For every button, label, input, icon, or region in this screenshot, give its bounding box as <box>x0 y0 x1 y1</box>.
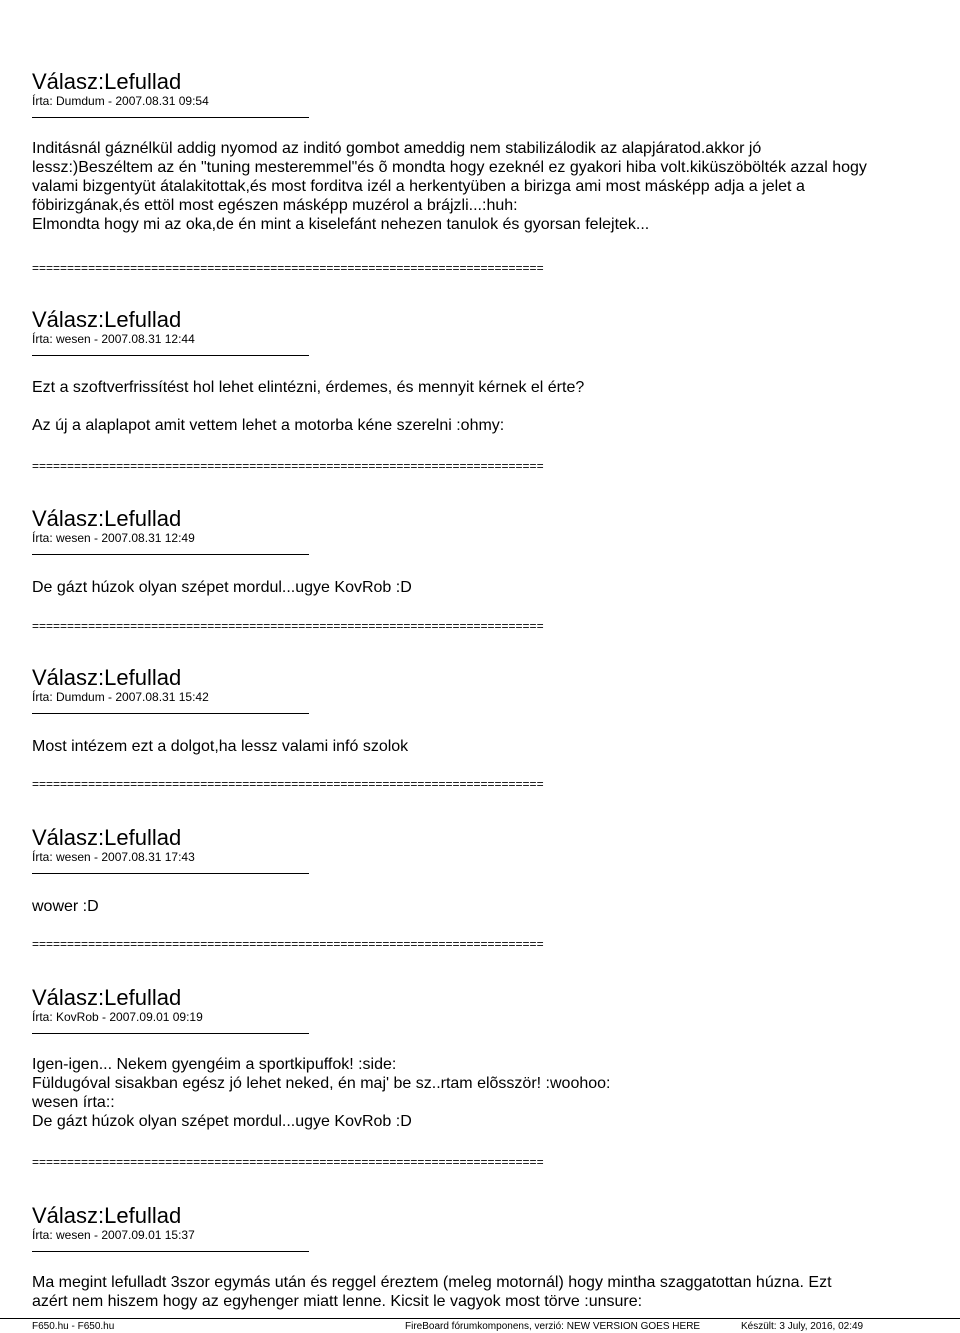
post-line: azért nem hiszem hogy az egyhenger miatt lenne. Kicsit le vagyok most törve :unsure: <box>32 1293 643 1310</box>
post-author: Írta: wesen - 2007.09.01 15:37 <box>32 1228 195 1242</box>
post-line: lessz:)Beszéltem az én "tuning mesteremmel"és õ mondta hogy ezeknél ez gyakori hiba volt.kiküszöbölték azzal hogy <box>32 159 867 176</box>
post-divider <box>32 1033 309 1034</box>
post-title: Válasz:Lefullad <box>32 307 182 332</box>
post-line: Igen-igen... Nekem gyengéim a sportkipuffok! :side: <box>32 1056 397 1073</box>
post-line: Elmondta hogy mi az oka,de én mint a kiselefánt nehezen tanulok és gyorsan felejtek... <box>32 216 650 233</box>
post-body <box>32 378 932 435</box>
post-line: Ezt a szoftverfrissítést hol lehet elintézni, érdemes, és mennyit kérnek el érte? <box>32 379 585 396</box>
post-body <box>32 1273 932 1311</box>
post-line: Az új a alaplapot amit vettem lehet a motorba kéne szerelni :ohmy: <box>32 417 505 434</box>
post-divider <box>32 554 309 555</box>
post-body <box>32 139 932 234</box>
post-1 <box>32 70 932 234</box>
post-body <box>32 1055 932 1131</box>
post-divider <box>32 117 309 118</box>
post-author: Írta: KovRob - 2007.09.01 09:19 <box>32 1010 203 1024</box>
post-2 <box>32 308 932 435</box>
post-body <box>32 737 932 756</box>
post-divider <box>32 873 309 874</box>
post-separator: ========================================================================= <box>32 619 544 633</box>
post-author: Írta: wesen - 2007.08.31 12:49 <box>32 531 195 545</box>
post-line: wower :D <box>32 898 99 915</box>
post-line: De gázt húzok olyan szépet mordul...ugye KovRob :D <box>32 579 412 596</box>
post-title: Válasz:Lefullad <box>32 825 182 850</box>
post-line: Füldugóval sisakban egész jó lehet neked, én maj' be sz..rtam elõsször! :woohoo: <box>32 1075 611 1092</box>
page-footer <box>0 1318 960 1333</box>
post-title: Válasz:Lefullad <box>32 1203 182 1228</box>
footer-site: F650.hu - F650.hu <box>32 1321 115 1332</box>
post-author: Írta: Dumdum - 2007.08.31 15:42 <box>32 690 209 704</box>
post-4 <box>32 666 932 756</box>
post-line: Most intézem ezt a dolgot,ha lessz valami infó szolok <box>32 738 409 755</box>
post-line: Ma megint lefulladt 3szor egymás után és reggel éreztem (meleg motornál) hogy mintha szaggatottan húzna. Ezt <box>32 1274 832 1291</box>
post-separator: ========================================================================= <box>32 1155 544 1169</box>
post-line: valami bizgentyüt átalakitottak,és most forditva izél a herkentyüben a birizga ami most másképp adja a jelet a <box>32 178 805 195</box>
post-line <box>32 397 932 416</box>
post-title: Válasz:Lefullad <box>32 69 182 94</box>
post-separator: ========================================================================= <box>32 261 544 275</box>
post-7 <box>32 1204 932 1311</box>
post-body <box>32 897 932 916</box>
post-3 <box>32 507 932 597</box>
post-6 <box>32 986 932 1131</box>
post-divider <box>32 713 309 714</box>
post-separator: ========================================================================= <box>32 459 544 473</box>
post-title: Válasz:Lefullad <box>32 665 182 690</box>
post-separator: ========================================================================= <box>32 777 544 791</box>
post-divider <box>32 1251 309 1252</box>
post-title: Válasz:Lefullad <box>32 506 182 531</box>
post-title: Válasz:Lefullad <box>32 985 182 1010</box>
post-line: Inditásnál gáznélkül addig nyomod az inditó gombot ameddig nem stabilizálodik az alapjáratod.akkor jó <box>32 140 762 157</box>
post-body <box>32 578 932 597</box>
post-line: föbirizgának,és ettöl most egészen másképp muzérol a brájzli...:huh: <box>32 197 518 214</box>
post-divider <box>32 355 309 356</box>
post-separator: ========================================================================= <box>32 937 544 951</box>
post-author: Írta: wesen - 2007.08.31 17:43 <box>32 850 195 864</box>
footer-timestamp: Készült: 3 July, 2016, 02:49 <box>741 1321 864 1332</box>
post-5 <box>32 826 932 916</box>
post-author: Írta: wesen - 2007.08.31 12:44 <box>32 332 195 346</box>
footer-generator: FireBoard fórumkomponens, verzió: NEW VERSION GOES HERE <box>405 1321 701 1332</box>
post-line: wesen írta:: <box>32 1094 115 1111</box>
post-author: Írta: Dumdum - 2007.08.31 09:54 <box>32 94 209 108</box>
post-line: De gázt húzok olyan szépet mordul...ugye KovRob :D <box>32 1113 412 1130</box>
